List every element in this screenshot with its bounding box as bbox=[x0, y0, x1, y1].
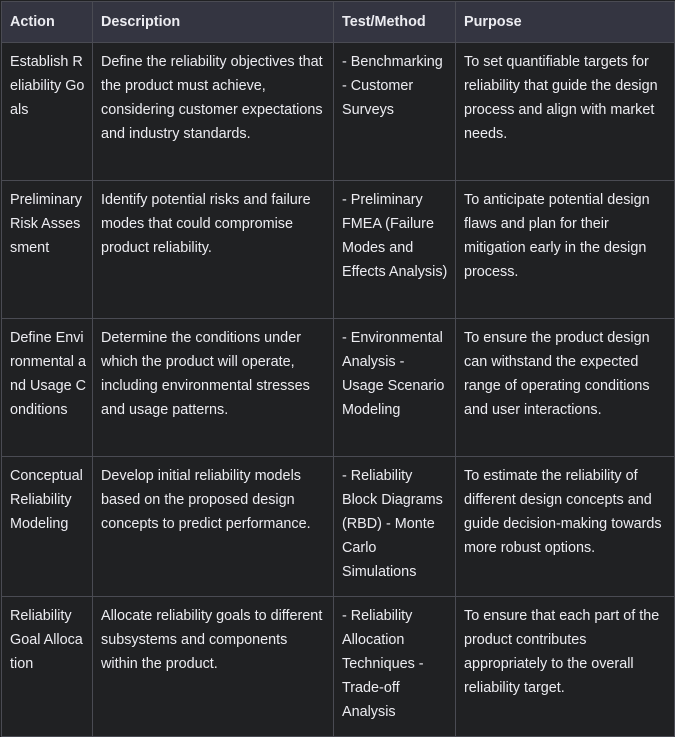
cell-description: Allocate reliability goals to different subsystems and components within the product. bbox=[93, 597, 334, 737]
cell-test-method: - Reliability Allocation Techniques - Trade-off Analysis bbox=[334, 597, 456, 737]
header-purpose: Purpose bbox=[456, 2, 675, 43]
table-row bbox=[2, 319, 675, 457]
cell-test-method: - Environmental Analysis - Usage Scenario Modeling bbox=[334, 319, 456, 457]
cell-purpose: To estimate the reliability of different design concepts and guide decision-making towards more robust options. bbox=[456, 457, 675, 597]
table-row bbox=[2, 457, 675, 597]
cell-action: Establish Reliability Goals bbox=[2, 43, 93, 181]
cell-description: Define the reliability objectives that the product must achieve, considering customer expectations and industry standards. bbox=[93, 43, 334, 181]
cell-test-method: - Reliability Block Diagrams (RBD) - Monte Carlo Simulations bbox=[334, 457, 456, 597]
table-header bbox=[2, 2, 675, 43]
table-row bbox=[2, 597, 675, 737]
table-row bbox=[2, 181, 675, 319]
header-action: Action bbox=[2, 2, 93, 43]
table-row bbox=[2, 43, 675, 181]
header-test-method: Test/Method bbox=[334, 2, 456, 43]
cell-purpose: To anticipate potential design flaws and plan for their mitigation early in the design process. bbox=[456, 181, 675, 319]
header-row bbox=[2, 2, 675, 43]
cell-action: Reliability Goal Allocation bbox=[2, 597, 93, 737]
cell-action: Conceptual Reliability Modeling bbox=[2, 457, 93, 597]
table-body bbox=[2, 43, 675, 737]
cell-test-method: - Benchmarking - Customer Surveys bbox=[334, 43, 456, 181]
cell-test-method: - Preliminary FMEA (Failure Modes and Effects Analysis) bbox=[334, 181, 456, 319]
reliability-actions-table bbox=[1, 1, 675, 737]
cell-action: Preliminary Risk Assessment bbox=[2, 181, 93, 319]
header-description: Description bbox=[93, 2, 334, 43]
cell-action: Define Environmental and Usage Conditions bbox=[2, 319, 93, 457]
cell-purpose: To ensure that each part of the product contributes appropriately to the overall reliability target. bbox=[456, 597, 675, 737]
cell-purpose: To set quantifiable targets for reliability that guide the design process and align with market needs. bbox=[456, 43, 675, 181]
cell-purpose: To ensure the product design can withstand the expected range of operating conditions and user interactions. bbox=[456, 319, 675, 457]
cell-description: Develop initial reliability models based on the proposed design concepts to predict performance. bbox=[93, 457, 334, 597]
cell-description: Identify potential risks and failure modes that could compromise product reliability. bbox=[93, 181, 334, 319]
cell-description: Determine the conditions under which the product will operate, including environmental stresses and usage patterns. bbox=[93, 319, 334, 457]
